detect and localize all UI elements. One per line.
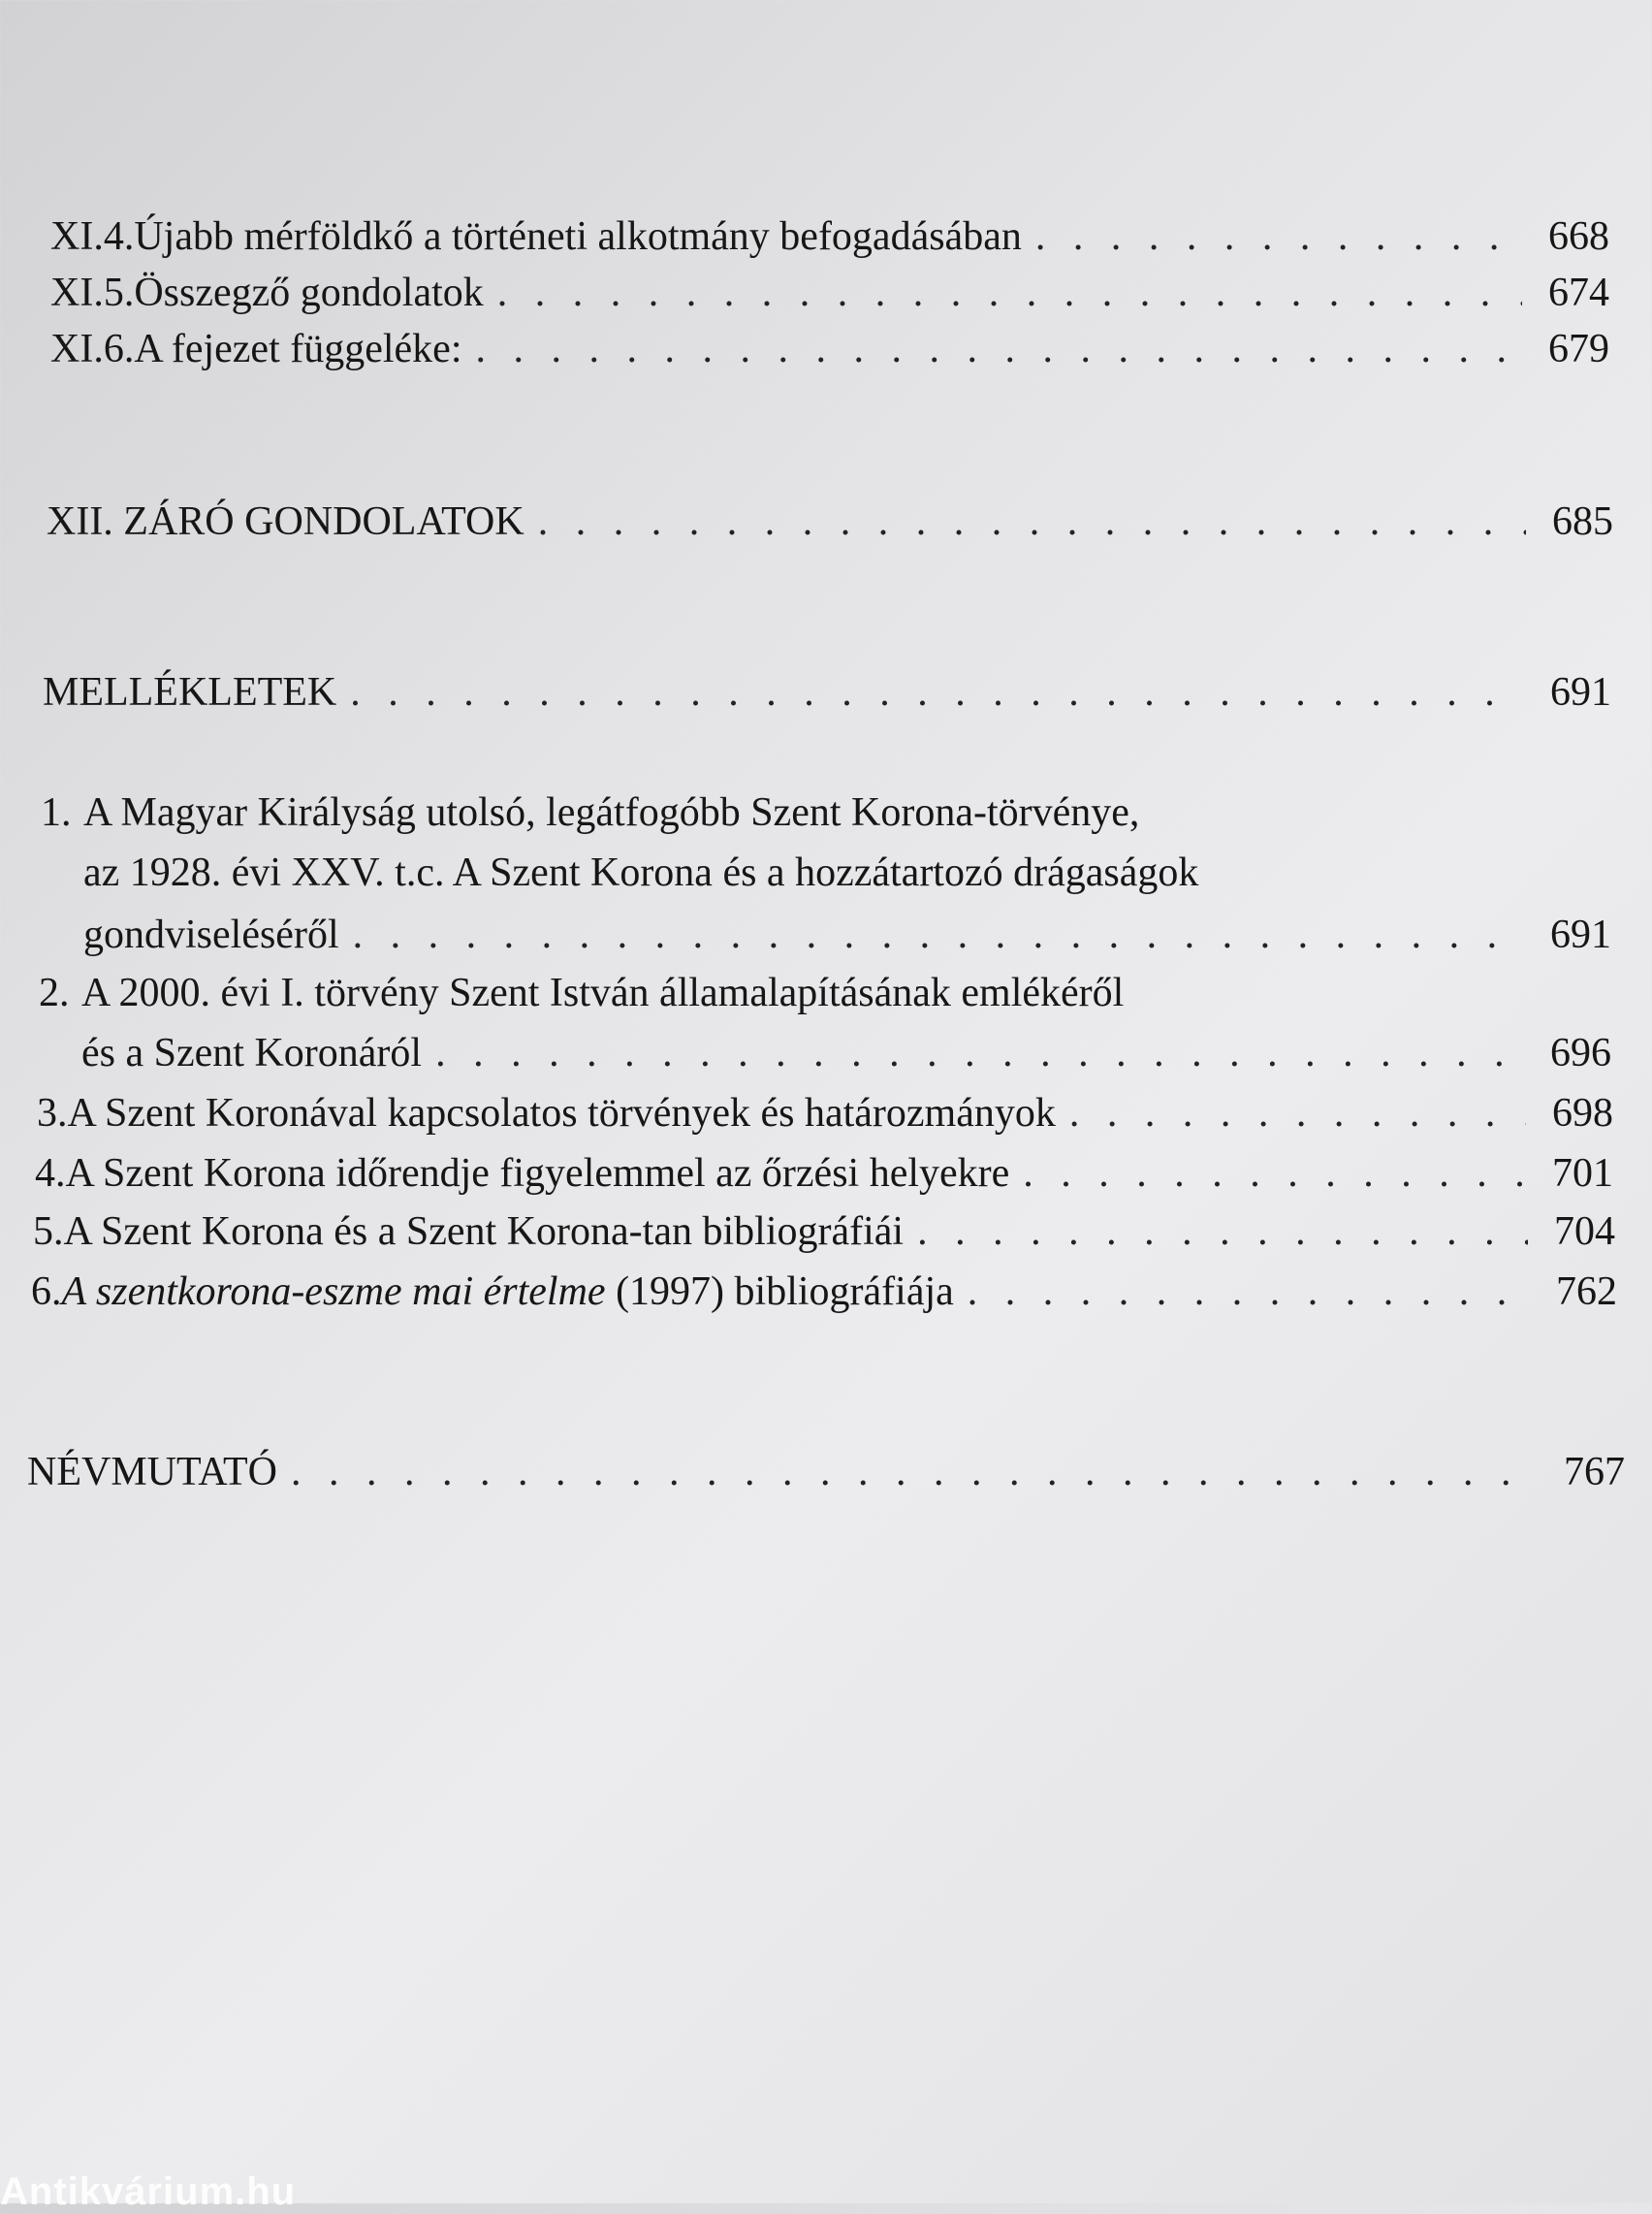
entry-number: XI.5. bbox=[50, 271, 135, 315]
toc-entry-xi6 bbox=[50, 324, 1609, 374]
entry-title: XII. ZÁRÓ GONDOLATOK bbox=[47, 499, 524, 544]
entry-title-line2: az 1928. évi XXV. t.c. A Szent Korona és a hozzátartozó drágaságok bbox=[83, 850, 1199, 895]
toc-entry-nevmutato bbox=[27, 1447, 1625, 1497]
watermark: Antikvárium.hu bbox=[0, 2170, 297, 2213]
entry-page: 704 bbox=[1554, 1209, 1615, 1254]
entry-page: 685 bbox=[1552, 499, 1613, 544]
entry-title bbox=[62, 1267, 954, 1317]
entry-title: Összegző gondolatok bbox=[134, 271, 484, 315]
entry-page: 674 bbox=[1548, 271, 1609, 315]
toc-entry-m3 bbox=[37, 1088, 1613, 1139]
toc-entry-xii bbox=[47, 497, 1613, 547]
entry-page: 691 bbox=[1550, 670, 1611, 715]
entry-title: MELLÉKLETEK bbox=[43, 670, 337, 715]
entry-number: 4. bbox=[35, 1151, 66, 1196]
dot-leader bbox=[350, 667, 1524, 718]
entry-number: 3. bbox=[37, 1091, 68, 1136]
entry-title-line3: gondviseléséről bbox=[83, 913, 339, 957]
entry-title-line1: A 2000. évi I. törvény Szent István államalapításának emlékéről bbox=[81, 971, 1125, 1015]
toc-entry-m1-line3 bbox=[83, 910, 1611, 960]
entry-number: 1. bbox=[41, 790, 72, 835]
dot-leader bbox=[353, 910, 1524, 960]
toc-entry-xi5 bbox=[50, 268, 1609, 318]
dot-leader bbox=[917, 1206, 1528, 1257]
toc-entry-m1-line1 bbox=[41, 787, 1139, 838]
entry-title-line2: és a Szent Koronáról bbox=[81, 1031, 423, 1075]
dot-leader bbox=[475, 324, 1522, 374]
entry-page: 698 bbox=[1552, 1091, 1613, 1136]
dot-leader bbox=[1035, 211, 1522, 262]
entry-page: 767 bbox=[1564, 1450, 1625, 1494]
entry-title-line1: A Magyar Királyság utolsó, legátfogóbb Szent Korona-törvénye, bbox=[83, 790, 1140, 835]
entry-title: A Szent Korona és a Szent Korona-tan bibliográfiái bbox=[63, 1209, 905, 1254]
dot-leader bbox=[291, 1447, 1538, 1497]
entry-number: 2. bbox=[39, 971, 70, 1015]
toc-entry-m2-line1 bbox=[39, 968, 1124, 1018]
entry-title-italic: A szentkorona-eszme mai értelme bbox=[61, 1269, 606, 1314]
entry-page: 668 bbox=[1548, 214, 1609, 259]
toc-entry-m2-line2 bbox=[81, 1028, 1611, 1078]
entry-title: A Szent Koronával kapcsolatos törvények és határozmányok bbox=[67, 1091, 1056, 1136]
entry-page: 691 bbox=[1550, 913, 1611, 957]
toc-entry-m1-line2 bbox=[83, 848, 1198, 898]
entry-number: XI.6. bbox=[50, 327, 135, 371]
dot-leader bbox=[538, 497, 1526, 547]
entry-title-rest: (1997) bibliográfiája bbox=[605, 1269, 954, 1314]
entry-page: 679 bbox=[1548, 327, 1609, 371]
entry-number: XI.4. bbox=[50, 214, 135, 259]
dot-leader bbox=[435, 1028, 1524, 1078]
entry-number: 6. bbox=[31, 1269, 62, 1314]
entry-title: NÉVMUTATÓ bbox=[27, 1450, 277, 1494]
toc-entry-m5 bbox=[33, 1206, 1615, 1257]
dot-leader bbox=[497, 268, 1522, 318]
toc-entry-m4 bbox=[35, 1148, 1613, 1199]
dot-leader bbox=[1023, 1148, 1526, 1199]
dot-leader bbox=[1069, 1088, 1526, 1139]
entry-title: A Szent Korona időrendje figyelemmel az őrzési helyekre bbox=[65, 1151, 1010, 1196]
toc-entry-mellekletek bbox=[43, 667, 1611, 718]
entry-title: A fejezet függeléke: bbox=[134, 327, 462, 371]
toc-entry-xi4 bbox=[50, 211, 1609, 262]
dot-leader bbox=[968, 1267, 1530, 1317]
entry-title: Újabb mérföldkő a történeti alkotmány befogadásában bbox=[134, 214, 1022, 259]
entry-number: 5. bbox=[33, 1209, 64, 1254]
entry-page: 701 bbox=[1552, 1151, 1613, 1196]
toc-entry-m6 bbox=[31, 1267, 1617, 1317]
entry-page: 696 bbox=[1550, 1031, 1611, 1075]
entry-page: 762 bbox=[1556, 1269, 1617, 1314]
